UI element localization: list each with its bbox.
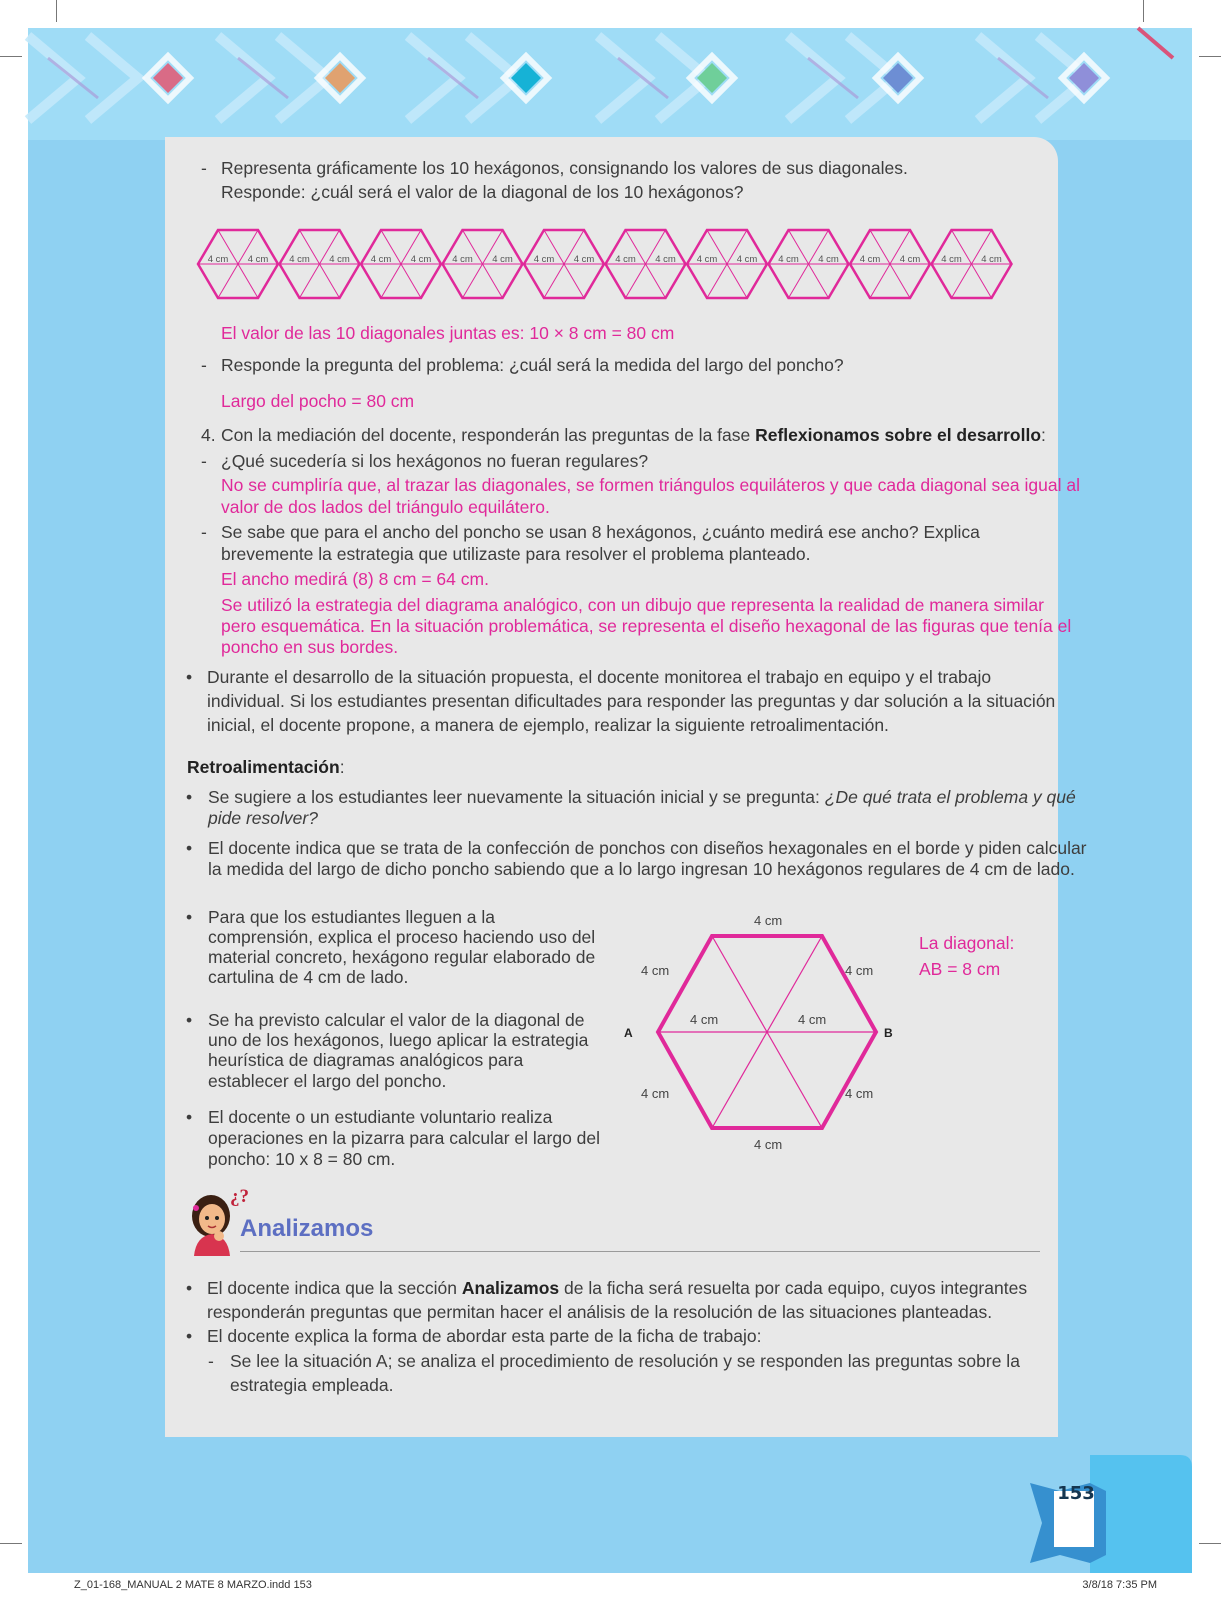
small-hexagon	[769, 230, 849, 298]
paragraph-line: El docente indica que la sección Analizamos de la ficha será resuelta por cada equipo, cuyos integrantes	[207, 1278, 1028, 1298]
crop-mark	[1143, 0, 1144, 22]
hexagon-side-label: 4 cm	[247, 254, 269, 265]
crop-mark	[56, 0, 57, 22]
radius-label: 4 cm	[690, 1012, 719, 1027]
question-text: brevemente la estrategia que utilizaste para resolver el problema planteado.	[221, 544, 811, 564]
paragraph-line: Para que los estudiantes lleguen a la	[208, 907, 496, 927]
hexagon-diagonal-diagram	[624, 908, 920, 1158]
bullet-marker: •	[186, 1010, 193, 1030]
side-label: 4 cm	[845, 963, 874, 978]
hexagon-side-label: 4 cm	[410, 254, 432, 265]
side-label: 4 cm	[641, 963, 670, 978]
paragraph-line: uno de los hexágonos, luego aplicar la estrategia	[208, 1030, 589, 1050]
bullet-marker: •	[186, 907, 193, 927]
paragraph-line: material concreto, hexágono regular elaborado de	[208, 947, 596, 967]
answer-text: poncho en sus bordes.	[221, 637, 399, 657]
paragraph-line: El docente explica la forma de abordar esta parte de la ficha de trabajo:	[207, 1326, 762, 1346]
footer-timestamp: 3/8/18 7:35 PM	[1082, 1579, 1157, 1591]
paragraph-line: inicial, el docente propone, a manera de ejemplo, realizar la siguiente retroalimentación.	[207, 715, 889, 735]
small-hexagon	[606, 230, 686, 298]
hexagon-side-label: 4 cm	[289, 254, 310, 265]
page-number-tab	[1030, 1455, 1192, 1573]
dash-marker: -	[201, 355, 207, 375]
answer-text: Se utilizó la estrategia del diagrama analógico, con un dibujo que representa la realidad de manera similar	[221, 595, 1044, 615]
hexagon-side-label: 4 cm	[778, 254, 799, 265]
paragraph-line: cartulina de 4 cm de lado.	[208, 967, 409, 987]
hexagon-side-label: 4 cm	[859, 254, 881, 265]
list-number: 4.	[201, 425, 216, 445]
hexagon-row-diagram	[198, 224, 1018, 310]
crop-mark	[0, 56, 22, 57]
small-hexagon	[932, 230, 1012, 298]
instruction-line: Responde: ¿cuál será el valor de la diagonal de los 10 hexágonos?	[221, 182, 744, 202]
paragraph-line: comprensión, explica el proceso haciendo uso del	[208, 927, 596, 947]
analizamos-title: Analizamos	[240, 1215, 374, 1242]
decorative-banner	[28, 28, 1192, 140]
paragraph-line: establecer el largo del poncho.	[208, 1071, 447, 1091]
side-label: 4 cm	[845, 1086, 874, 1101]
hexagon-side-label: 4 cm	[736, 254, 758, 265]
small-hexagon	[524, 230, 604, 298]
question-mark-icon: ¿?	[230, 1186, 249, 1207]
question-text: Responde la pregunta del problema: ¿cuál será la medida del largo del poncho?	[221, 355, 844, 375]
instruction-line: Representa gráficamente los 10 hexágonos, consignando los valores de sus diagonales.	[221, 158, 908, 178]
bullet-marker: •	[186, 787, 193, 807]
dash-marker: -	[201, 158, 207, 178]
answer-text: El ancho medirá (8) 8 cm = 64 cm.	[221, 569, 489, 589]
hexagon-side-label: 4 cm	[452, 254, 473, 265]
bullet-marker: •	[186, 838, 193, 858]
footer-file-info: Z_01-168_MANUAL 2 MATE 8 MARZO.indd 153	[74, 1579, 312, 1591]
bullet-marker: •	[186, 1278, 193, 1298]
small-hexagon	[687, 230, 767, 298]
answer-text: Largo del pocho = 80 cm	[221, 391, 415, 411]
bullet-marker: •	[186, 667, 193, 687]
side-label: 4 cm	[754, 913, 783, 928]
hexagon-side-label: 4 cm	[981, 254, 1002, 265]
point-b-label: B	[884, 1026, 893, 1040]
hexagon-side-label: 4 cm	[329, 254, 350, 265]
crop-mark	[1199, 56, 1221, 57]
hexagon-side-label: 4 cm	[655, 254, 676, 265]
hexagon-side-label: 4 cm	[573, 254, 595, 265]
hexagon-side-label: 4 cm	[899, 254, 921, 265]
section-divider	[240, 1251, 1040, 1252]
paragraph-line: Se ha previsto calcular el valor de la diagonal de	[208, 1010, 585, 1030]
paragraph-line: la medida del largo de dicho poncho sabiendo que a lo largo ingresan 10 hexágonos regulares de 4 cm de lado.	[208, 859, 1075, 879]
side-label: 4 cm	[641, 1086, 670, 1101]
paragraph-line: operaciones en la pizarra para calcular el largo del	[208, 1128, 601, 1148]
dash-marker: -	[201, 451, 207, 471]
hexagon-side-label: 4 cm	[818, 254, 839, 265]
answer-text: pero esquemática. En la situación problemática, se representa el diseño hexagonal de las figuras que tenía el	[221, 616, 1072, 636]
paragraph-line: estrategia empleada.	[230, 1375, 394, 1395]
hexagon-side-label: 4 cm	[533, 254, 555, 265]
item-text: Con la mediación del docente, responderán las preguntas de la fase Reflexionamos sobre el desarrollo:	[221, 425, 1046, 445]
paragraph-line: poncho: 10 x 8 = 80 cm.	[208, 1149, 396, 1169]
hexagon-side-label: 4 cm	[941, 254, 962, 265]
paragraph-line: pide resolver?	[208, 808, 318, 828]
paragraph-line: El docente indica que se trata de la confección de ponchos con diseños hexagonales en el borde y piden calcular	[208, 838, 1087, 858]
side-label: 4 cm	[754, 1137, 783, 1152]
small-hexagon	[443, 230, 523, 298]
dash-marker: -	[201, 522, 207, 542]
hexagon-side-label: 4 cm	[615, 254, 636, 265]
bullet-marker: •	[186, 1326, 193, 1346]
paragraph-line: Se sugiere a los estudiantes leer nuevamente la situación inicial y se pregunta: ¿De qué trata el problema y qué	[208, 787, 1076, 807]
question-text: Se sabe que para el ancho del poncho se usan 8 hexágonos, ¿cuánto medirá ese ancho? Explica	[221, 522, 980, 542]
hexagon-side-label: 4 cm	[370, 254, 392, 265]
small-hexagon	[198, 230, 278, 298]
paragraph-line: heurística de diagramas analógicos para	[208, 1050, 524, 1070]
section-heading: Retroalimentación:	[187, 757, 345, 777]
small-hexagon	[850, 230, 930, 298]
point-a-label: A	[624, 1026, 633, 1040]
paragraph-line: Durante el desarrollo de la situación propuesta, el docente monitorea el trabajo en equipo y el trabajo	[207, 667, 992, 687]
answer-text: El valor de las 10 diagonales juntas es: 10 × 8 cm = 80 cm	[221, 323, 675, 343]
dash-marker: -	[208, 1351, 214, 1371]
question-text: ¿Qué sucedería si los hexágonos no fueran regulares?	[221, 451, 649, 471]
radius-label: 4 cm	[798, 1012, 827, 1027]
page-number: 153	[1057, 1483, 1095, 1504]
paragraph-line: individual. Si los estudiantes presentan dificultades para responder las preguntas y dar solución a la situación	[207, 691, 1056, 711]
hexagon-side-label: 4 cm	[696, 254, 718, 265]
hexagon-side-label: 4 cm	[207, 254, 229, 265]
crop-mark	[1199, 1543, 1221, 1544]
bullet-marker: •	[186, 1107, 193, 1127]
diagonal-note: La diagonal:	[919, 933, 1015, 953]
paragraph-line: Se lee la situación A; se analiza el procedimiento de resolución y se responden las preguntas sobre la	[230, 1351, 1020, 1371]
crop-mark	[0, 1543, 22, 1544]
small-hexagon	[280, 230, 360, 298]
diagonal-note: AB = 8 cm	[919, 959, 1001, 979]
answer-text: valor de dos lados del triángulo equilátero.	[221, 497, 550, 517]
answer-text: No se cumpliría que, al trazar las diagonales, se formen triángulos equiláteros y que cada diagonal sea igual al	[221, 475, 1080, 495]
paragraph-line: El docente o un estudiante voluntario realiza	[208, 1107, 553, 1127]
small-hexagon	[361, 230, 441, 298]
paragraph-line: responderán preguntas que permitan hacer el análisis de la resolución de las situaciones planteadas.	[207, 1302, 993, 1322]
hexagon-side-label: 4 cm	[492, 254, 513, 265]
